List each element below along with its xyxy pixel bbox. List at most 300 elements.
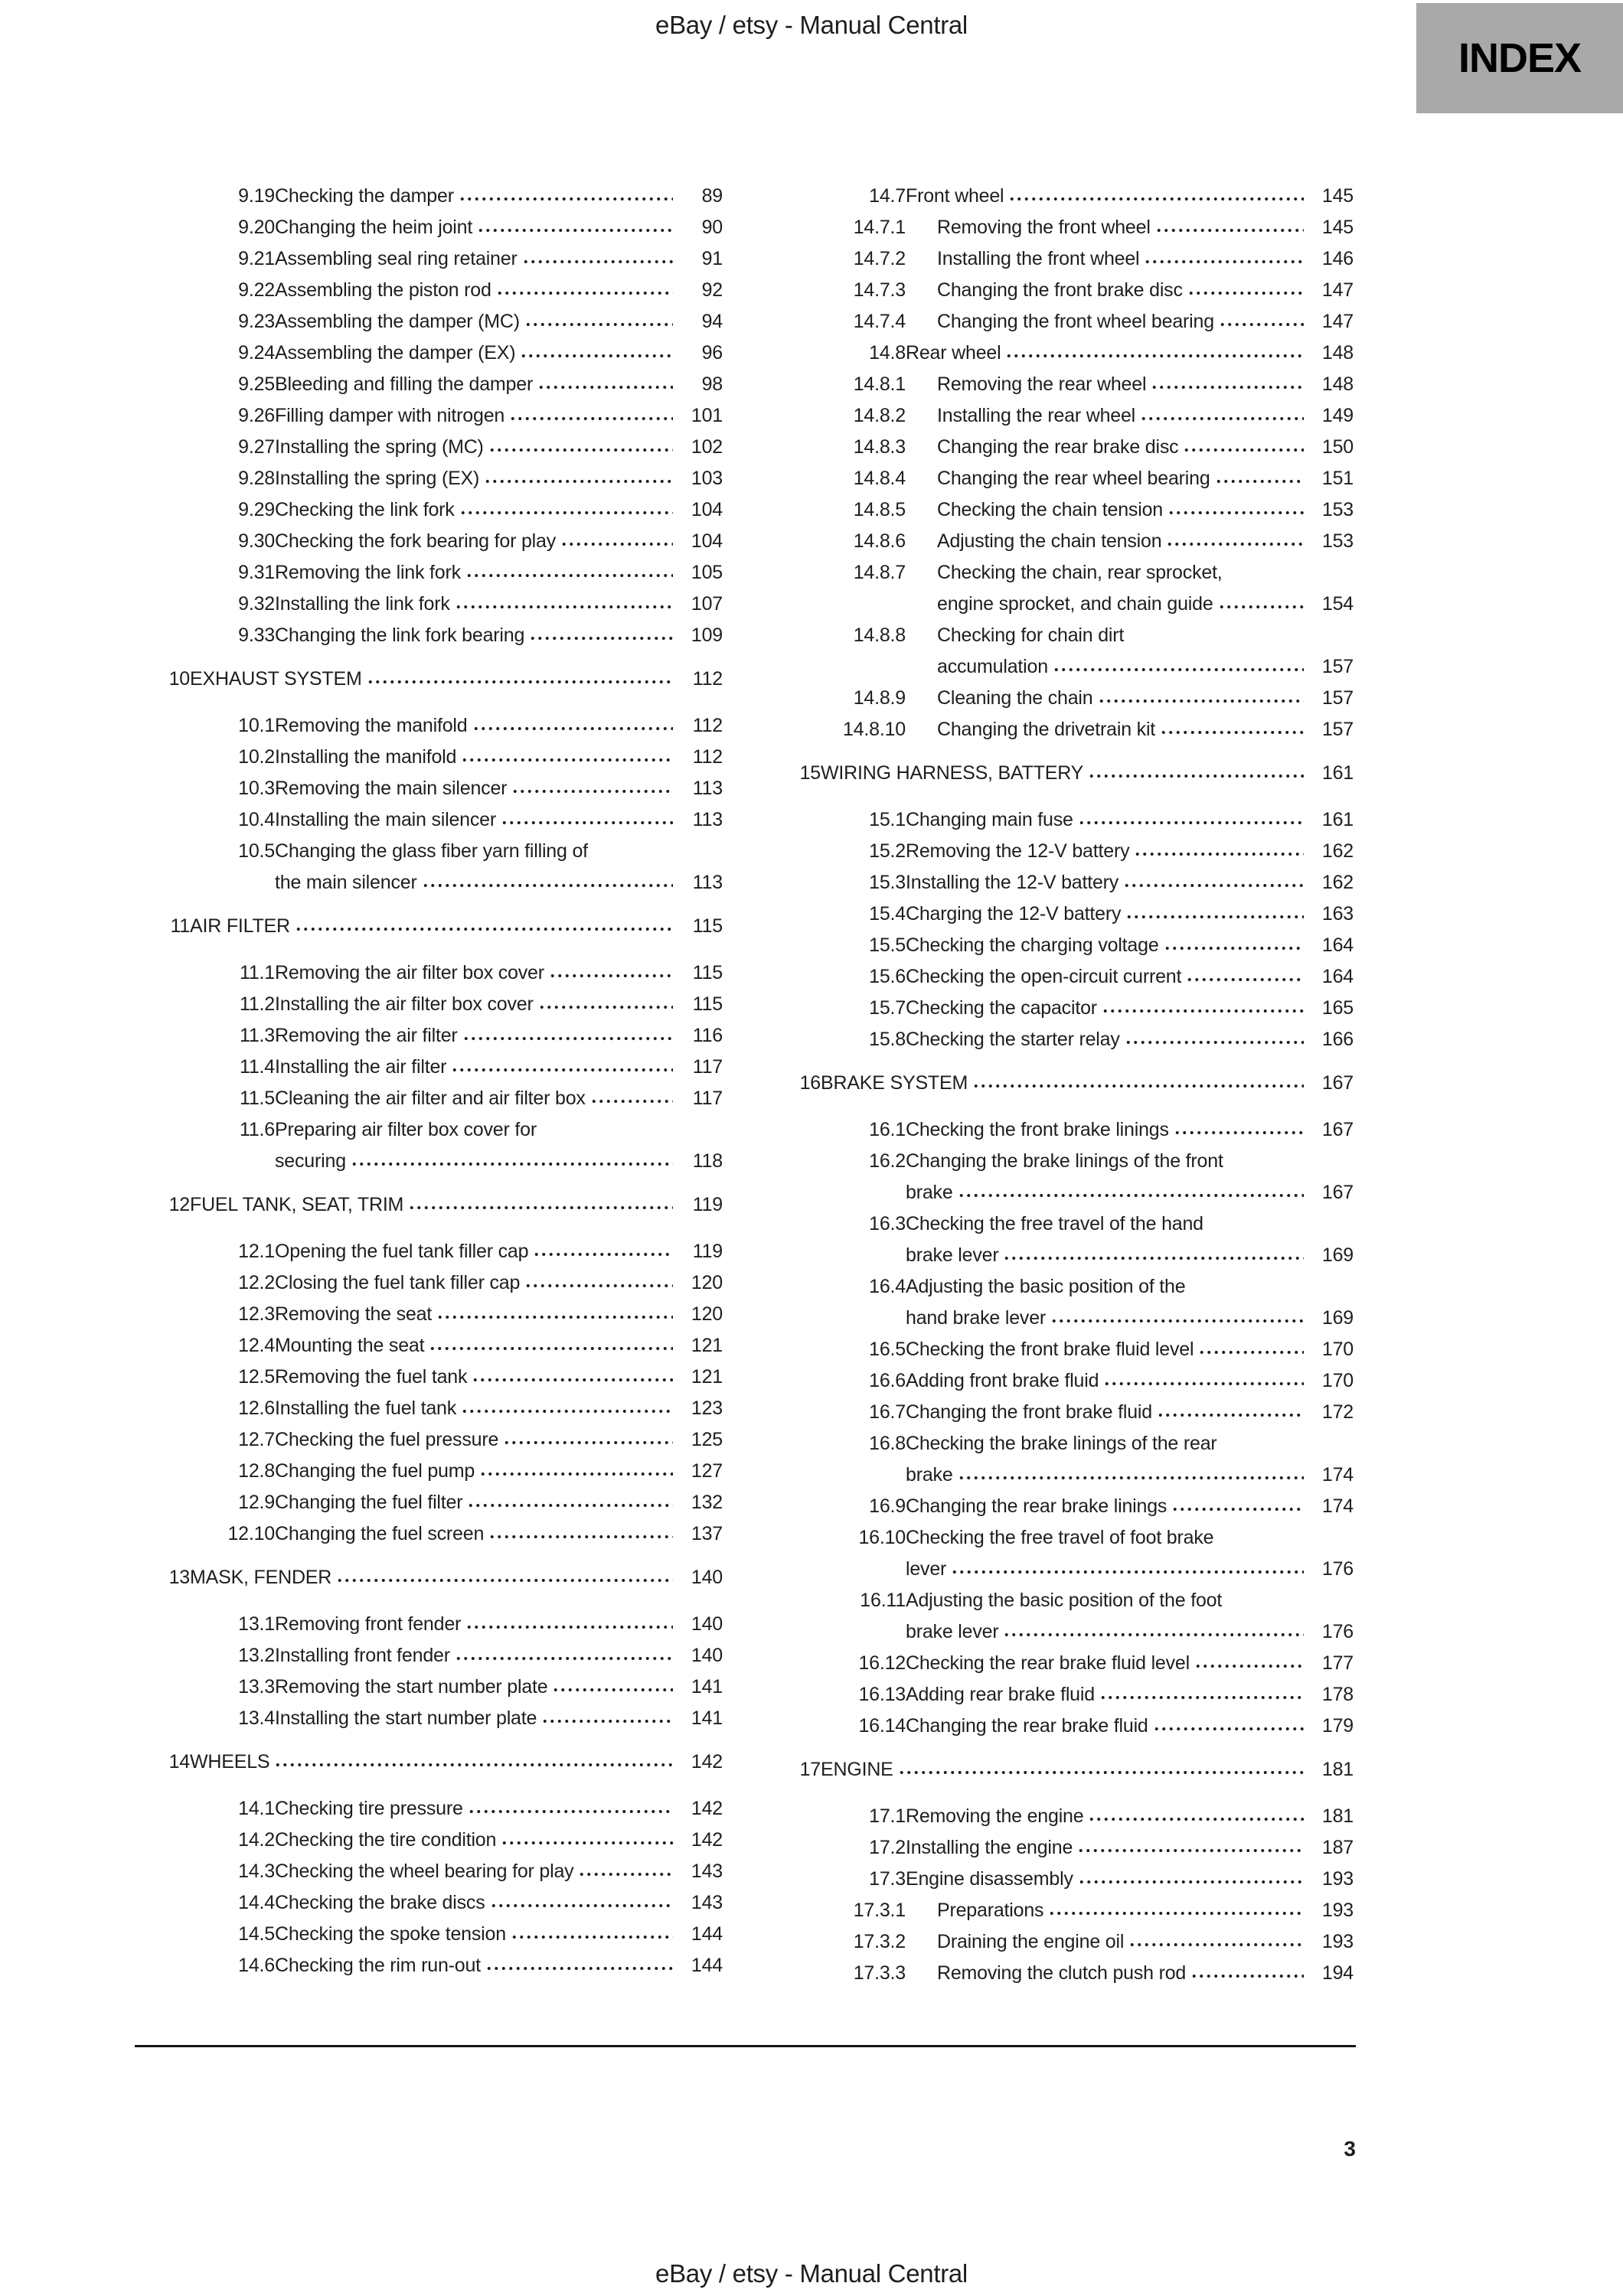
toc-entry: [136, 526, 723, 557]
dot-leader: [459, 194, 673, 204]
toc-row: [767, 1711, 1354, 1742]
entry-number: 13: [168, 1567, 190, 1588]
entry-page-number: 104: [691, 530, 723, 552]
dot-leader: [461, 1407, 673, 1416]
toc-row: [767, 930, 1354, 961]
entry-title: Mounting the seat: [275, 1335, 425, 1356]
entry-number: 9.20: [238, 217, 275, 238]
entry-number: 15.6: [869, 966, 906, 987]
toc-entry: [136, 1083, 723, 1114]
entry-number: 14.8.8: [853, 625, 906, 646]
entry-number: 14.8.9: [853, 687, 906, 709]
entry-title: Installing the main silencer: [275, 809, 496, 830]
entry-title: Draining the engine oil: [937, 1931, 1125, 1952]
entry-number: 14.7.4: [853, 311, 906, 332]
entry-page-number: 179: [1321, 1715, 1354, 1737]
entry-page-number: 193: [1321, 1868, 1354, 1890]
toc-entry: [767, 1365, 1354, 1397]
entry-title: WHEELS: [190, 1751, 270, 1773]
entry-title: Changing the link fork bearing: [275, 625, 525, 646]
toc-row: [136, 212, 723, 243]
toc-row: [136, 243, 723, 275]
toc-row: [767, 1208, 1354, 1240]
toc-entry: [767, 993, 1354, 1024]
entry-page-number: 145: [1321, 185, 1354, 207]
toc-entry: [767, 557, 1354, 620]
entry-title: Checking the rim run-out: [275, 1955, 481, 1976]
entry-title: accumulation: [937, 656, 1048, 677]
toc-entry: [136, 1950, 723, 1981]
entry-title: Installing the start number plate: [275, 1707, 537, 1729]
entry-title: Adjusting the chain tension: [937, 530, 1162, 552]
entry-number: 16.1: [869, 1119, 906, 1140]
dot-leader: [451, 1065, 673, 1075]
entry-page-number: 151: [1321, 468, 1354, 489]
dot-leader: [1166, 540, 1304, 549]
dot-leader: [549, 971, 673, 980]
entry-title: Opening the fuel tank filler cap: [275, 1241, 529, 1262]
toc-entry: [136, 1856, 723, 1887]
dot-leader: [472, 1375, 673, 1384]
entry-number: 12.4: [238, 1335, 275, 1356]
entry-number: 9.27: [238, 436, 275, 458]
toc-entry: [136, 243, 723, 275]
toc-row: [136, 1671, 723, 1703]
dot-leader: [351, 1159, 673, 1169]
entry-title: Checking tire pressure: [275, 1798, 463, 1819]
entry-title: Checking the capacitor: [906, 997, 1097, 1019]
dot-leader: [429, 1344, 673, 1353]
entry-title: Checking the free travel of foot brake: [906, 1527, 1214, 1548]
dot-leader: [1003, 1630, 1304, 1639]
entry-title: Cleaning the chain: [937, 687, 1093, 709]
entry-page-number: 162: [1321, 840, 1354, 862]
entry-page-number: 144: [691, 1923, 723, 1945]
toc-entry: [767, 1068, 1354, 1099]
toc-entry: [136, 181, 723, 212]
entry-page-number: 161: [1321, 762, 1354, 784]
toc-row: [136, 804, 723, 836]
entry-number: 12.2: [238, 1272, 275, 1293]
dot-leader: [459, 508, 673, 517]
toc-row: [136, 1487, 723, 1518]
entry-title: Installing the engine: [906, 1837, 1073, 1858]
toc-row: [136, 369, 723, 400]
entry-number: 17: [799, 1759, 821, 1780]
toc-entry: [136, 1052, 723, 1083]
toc-entry: [767, 432, 1354, 463]
dot-leader: [462, 1034, 673, 1043]
toc-entry: [136, 804, 723, 836]
entry-page-number: 147: [1321, 279, 1354, 301]
entry-number: 16.14: [858, 1715, 906, 1737]
toc-row: [767, 1679, 1354, 1711]
dot-leader: [1053, 665, 1304, 674]
toc-row: [136, 1703, 723, 1734]
toc-row: [767, 1114, 1354, 1146]
toc-row: [767, 338, 1354, 369]
toc-entry: [136, 836, 723, 899]
dot-leader: [503, 1438, 673, 1447]
entry-title: Checking the charging voltage: [906, 934, 1159, 956]
entry-number: 12.9: [238, 1492, 275, 1513]
toc-entry: [136, 1189, 723, 1221]
entry-number: 9.30: [238, 530, 275, 552]
entry-number: 10.5: [238, 840, 275, 862]
dot-leader: [422, 881, 673, 890]
entry-number: 9.23: [238, 311, 275, 332]
entry-page-number: 116: [692, 1025, 723, 1046]
entry-number: 17.1: [869, 1805, 906, 1827]
dot-leader: [465, 571, 673, 580]
entry-page-number: 167: [1321, 1072, 1354, 1094]
toc-row: [767, 1024, 1354, 1055]
toc-row: [136, 1020, 723, 1052]
toc-row: [767, 620, 1354, 651]
entry-page-number: 193: [1321, 1931, 1354, 1952]
toc-row: [767, 1754, 1354, 1786]
entry-number: 17.3.2: [853, 1931, 906, 1952]
entry-page-number: 153: [1321, 499, 1354, 520]
dot-leader: [501, 1838, 673, 1848]
toc-entry: [767, 1958, 1354, 1989]
toc-entry: [767, 1334, 1354, 1365]
entry-title: FUEL TANK, SEAT, TRIM: [190, 1194, 404, 1215]
toc-row: [136, 1919, 723, 1950]
entry-number: 11.5: [239, 1088, 275, 1109]
toc-entry: [136, 369, 723, 400]
dot-leader: [1123, 881, 1304, 890]
toc-row: [136, 1299, 723, 1330]
toc-row: [767, 494, 1354, 526]
entry-title: Adding rear brake fluid: [906, 1684, 1095, 1705]
toc-row: [136, 1393, 723, 1424]
entry-number: 9.31: [238, 562, 275, 583]
entry-number: 16.4: [869, 1276, 906, 1297]
entry-number: 14.7.2: [853, 248, 906, 269]
toc-entry: [136, 432, 723, 463]
entry-page-number: 112: [692, 668, 723, 690]
dot-leader: [511, 1932, 673, 1942]
toc-entry: [136, 1424, 723, 1456]
toc-row: [136, 1189, 723, 1221]
toc-row: [767, 1926, 1354, 1958]
entry-number: 15.5: [869, 934, 906, 956]
dot-leader: [538, 1003, 673, 1012]
entry-page-number: 137: [691, 1523, 723, 1544]
entry-title: Checking the link fork: [275, 499, 455, 520]
toc-row: [136, 1362, 723, 1393]
toc-entry: [767, 1832, 1354, 1864]
entry-number: 14.8.2: [853, 405, 906, 426]
entry-number: 16.5: [869, 1339, 906, 1360]
entry-page-number: 94: [701, 311, 723, 332]
toc-entry: [136, 1793, 723, 1825]
entry-number: 15.3: [869, 872, 906, 893]
dot-leader: [951, 1567, 1304, 1577]
toc-row: [767, 243, 1354, 275]
entry-title: Changing the fuel pump: [275, 1460, 475, 1482]
entry-number: 15.8: [869, 1029, 906, 1050]
entry-number: 17.3.1: [853, 1900, 906, 1921]
dot-leader: [408, 1203, 673, 1212]
toc-row: [767, 275, 1354, 306]
entry-page-number: 123: [691, 1397, 723, 1419]
entry-number: 12.5: [238, 1366, 275, 1388]
toc-row: [136, 1236, 723, 1267]
entry-title: Installing the link fork: [275, 593, 450, 615]
toc-row: [767, 1397, 1354, 1428]
toc-entry: [136, 1640, 723, 1671]
entry-number: 9.33: [238, 625, 275, 646]
toc-row: [136, 1887, 723, 1919]
entry-number: 15.2: [869, 840, 906, 862]
toc-row: [136, 432, 723, 463]
toc-entry: [136, 400, 723, 432]
entry-number: 17.3: [869, 1868, 906, 1890]
entry-title: brake lever: [906, 1621, 999, 1642]
dot-leader: [490, 1901, 673, 1910]
toc-entry: [136, 1456, 723, 1487]
toc-row: [767, 369, 1354, 400]
toc-row: [767, 993, 1354, 1024]
entry-title: Charging the 12-V battery: [906, 903, 1122, 925]
entry-number: 15: [799, 762, 821, 784]
toc-row: [136, 494, 723, 526]
entry-title: Removing the air filter: [275, 1025, 458, 1046]
entry-number: 12.7: [238, 1429, 275, 1450]
entry-number: 14.7: [869, 185, 906, 207]
toc-entry: [136, 212, 723, 243]
entry-title: Removing the main silencer: [275, 778, 508, 799]
toc-entry: [767, 899, 1354, 930]
toc-row: [767, 1522, 1354, 1554]
toc-row: [767, 1068, 1354, 1099]
entry-page-number: 187: [1321, 1837, 1354, 1858]
entry-page-number: 98: [701, 373, 723, 395]
entry-page-number: 119: [692, 1241, 723, 1262]
entry-title: Removing the clutch push rod: [937, 1962, 1187, 1984]
entry-title: Adjusting the basic position of the: [906, 1276, 1186, 1297]
entry-number: 14.8.1: [853, 373, 906, 395]
entry-page-number: 96: [701, 342, 723, 364]
dot-leader: [1219, 320, 1304, 329]
dot-leader: [1164, 944, 1304, 953]
entry-page-number: 167: [1321, 1119, 1354, 1140]
entry-page-number: 125: [691, 1429, 723, 1450]
entry-number: 12.1: [238, 1241, 275, 1262]
entry-page-number: 121: [691, 1366, 723, 1388]
entry-title: Checking the free travel of the hand: [906, 1213, 1203, 1234]
entry-title: Removing the fuel tank: [275, 1366, 468, 1388]
dot-leader: [472, 724, 674, 733]
entry-number: 13.1: [238, 1613, 275, 1635]
entry-number: 14.8: [869, 342, 906, 364]
entry-title: engine sprocket, and chain guide: [937, 593, 1213, 615]
entry-number: 12.8: [238, 1460, 275, 1482]
entry-page-number: 90: [701, 217, 723, 238]
toc-row: [767, 1271, 1354, 1303]
toc-row: [136, 1083, 723, 1114]
entry-page-number: 166: [1321, 1029, 1354, 1050]
dot-leader: [509, 414, 673, 423]
entry-title: Checking the damper: [275, 185, 454, 207]
toc-row: [767, 1491, 1354, 1522]
entry-page-number: 167: [1321, 1182, 1354, 1203]
entry-title: the main silencer: [275, 872, 417, 893]
entry-title: Changing main fuse: [906, 809, 1073, 830]
dot-leader: [1153, 1724, 1304, 1733]
toc-row: [136, 1856, 723, 1887]
entry-page-number: 112: [692, 715, 723, 736]
dot-leader: [1215, 477, 1304, 486]
toc-row: [136, 1640, 723, 1671]
entry-title: Installing front fender: [275, 1645, 450, 1666]
dot-leader: [436, 1313, 673, 1322]
toc-entry: [767, 1024, 1354, 1055]
toc-entry: [767, 836, 1354, 867]
toc-row: [767, 1585, 1354, 1616]
dot-leader: [1190, 1971, 1304, 1981]
entry-page-number: 140: [691, 1613, 723, 1635]
entry-title: Changing the front wheel bearing: [937, 311, 1214, 332]
toc-row: [767, 1958, 1354, 1989]
dot-leader: [1008, 194, 1304, 204]
dot-leader: [479, 1469, 673, 1479]
entry-title: Changing the fuel screen: [275, 1523, 485, 1544]
entry-title: hand brake lever: [906, 1307, 1047, 1329]
entry-page-number: 141: [691, 1676, 723, 1698]
toc-row: [136, 742, 723, 773]
entry-page-number: 89: [701, 185, 723, 207]
entry-title: Removing the air filter box cover: [275, 962, 544, 983]
dot-leader: [1155, 226, 1304, 235]
entry-number: 16.10: [858, 1527, 906, 1548]
entry-title: MASK, FENDER: [190, 1567, 332, 1588]
dot-leader: [1098, 696, 1305, 706]
entry-title: Changing the front brake disc: [937, 279, 1183, 301]
entry-title: Installing the 12-V battery: [906, 872, 1119, 893]
toc-entry: [767, 1208, 1354, 1271]
toc-row: [136, 526, 723, 557]
dot-leader: [1171, 1505, 1304, 1514]
dot-leader: [958, 1473, 1304, 1482]
entry-title: Closing the fuel tank filler cap: [275, 1272, 521, 1293]
toc-entry: [136, 1236, 723, 1267]
entry-title: Changing the rear wheel bearing: [937, 468, 1210, 489]
entry-page-number: 140: [691, 1645, 723, 1666]
dot-leader: [529, 634, 673, 643]
toc-entry: [136, 1825, 723, 1856]
toc-row: [767, 1240, 1354, 1271]
toc-entry: [767, 1146, 1354, 1208]
entry-number: 17.3.3: [853, 1962, 906, 1984]
entry-page-number: 162: [1321, 872, 1354, 893]
dot-leader: [1186, 975, 1304, 984]
toc-entry: [136, 664, 723, 695]
toc-row: [767, 714, 1354, 745]
entry-number: 9.22: [238, 279, 275, 301]
entry-title: Installing the manifold: [275, 746, 457, 768]
entry-number: 14.8.6: [853, 530, 906, 552]
dot-leader: [958, 1191, 1304, 1200]
toc-row: [767, 758, 1354, 789]
entry-number: 11.3: [239, 1025, 275, 1046]
entry-page-number: 142: [691, 1751, 723, 1773]
entry-title: brake lever: [906, 1244, 999, 1266]
entry-page-number: 193: [1321, 1900, 1354, 1921]
entry-page-number: 121: [691, 1335, 723, 1356]
entry-page-number: 132: [691, 1492, 723, 1513]
entry-number: 13.2: [238, 1645, 275, 1666]
page-number: 3: [1344, 2137, 1356, 2161]
entry-number: 12: [168, 1194, 190, 1215]
entry-page-number: 115: [692, 993, 723, 1015]
toc-entry: [767, 1428, 1354, 1491]
entry-page-number: 169: [1321, 1244, 1354, 1266]
entry-number: 17.2: [869, 1837, 906, 1858]
toc-entry: [767, 494, 1354, 526]
toc-entry: [767, 1801, 1354, 1832]
entry-page-number: 181: [1321, 1805, 1354, 1827]
toc-entry: [767, 867, 1354, 899]
entry-number: 11.1: [239, 962, 275, 983]
toc-row: [136, 620, 723, 651]
toc-row: [767, 400, 1354, 432]
footer-rule: [135, 2045, 1356, 2047]
toc-row: [136, 710, 723, 742]
entry-page-number: 174: [1321, 1495, 1354, 1517]
toc-row: [136, 1950, 723, 1981]
dot-leader: [524, 320, 673, 329]
entry-page-number: 101: [691, 405, 723, 426]
toc-entry: [136, 1299, 723, 1330]
toc-entry: [136, 742, 723, 773]
index-tab-label: INDEX: [1458, 35, 1582, 81]
entry-page-number: 163: [1321, 903, 1354, 925]
toc-entry: [767, 961, 1354, 993]
toc-entry: [136, 911, 723, 942]
entry-number: 9.19: [238, 185, 275, 207]
toc-entry: [767, 1491, 1354, 1522]
toc-entry: [136, 275, 723, 306]
entry-number: 10.2: [238, 746, 275, 768]
toc-row: [767, 526, 1354, 557]
dot-leader: [485, 1964, 673, 1973]
entry-title: Changing the rear brake linings: [906, 1495, 1167, 1517]
entry-number: 12.10: [227, 1523, 275, 1544]
entry-page-number: 177: [1321, 1652, 1354, 1674]
toc-entry: [767, 1864, 1354, 1895]
entry-title: Checking the rear brake fluid level: [906, 1652, 1190, 1674]
entry-page-number: 102: [691, 436, 723, 458]
toc-row: [136, 275, 723, 306]
toc-row: [767, 463, 1354, 494]
entry-title: Adding front brake fluid: [906, 1370, 1099, 1391]
dot-leader: [274, 1760, 673, 1769]
entry-title: Removing the start number plate: [275, 1676, 548, 1698]
entry-title: Removing the seat: [275, 1303, 433, 1325]
entry-title: Changing the drivetrain kit: [937, 719, 1156, 740]
entry-page-number: 170: [1321, 1370, 1354, 1391]
dot-leader: [1194, 1662, 1304, 1671]
toc-entry: [136, 1562, 723, 1593]
entry-number: 15.1: [869, 809, 906, 830]
toc-entry: [136, 1020, 723, 1052]
entry-title: Assembling seal ring retainer: [275, 248, 518, 269]
toc-row: [767, 181, 1354, 212]
entry-title: Installing the front wheel: [937, 248, 1140, 269]
